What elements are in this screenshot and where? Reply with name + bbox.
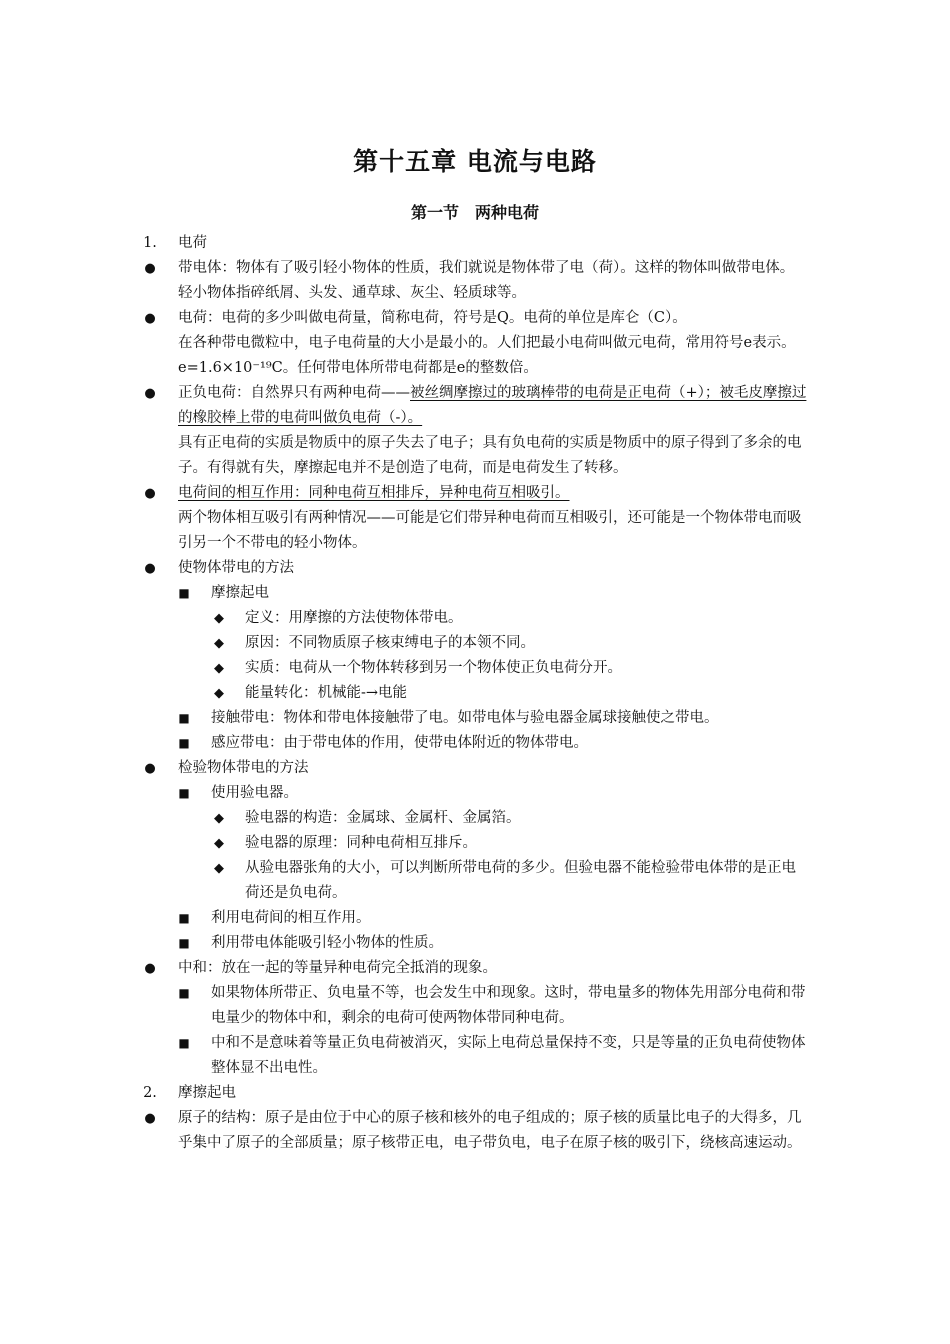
item-text: 在各种带电微粒中，电子电荷量的大小是最小的。人们把最小电荷叫做元电荷，常用符号e表示。e=1.6×10⁻¹⁹C。任何带电体所带电荷都是e的整数倍。 xyxy=(178,335,796,376)
item-text-plain: 正负电荷：自然界只有两种电荷—— xyxy=(178,385,410,401)
bullet-item xyxy=(0,756,950,781)
item-text: 摩擦起电 xyxy=(211,585,269,601)
bullet-icon: ● xyxy=(144,561,156,576)
number-marker: 1. xyxy=(143,235,157,251)
bullet-item xyxy=(0,381,950,431)
square-item xyxy=(0,906,950,931)
item-text: 利用带电体能吸引轻小物体的性质。 xyxy=(211,935,443,951)
diamond-item xyxy=(0,681,950,706)
item-text: 从验电器张角的大小，可以判断所带电荷的多少。但验电器不能检验带电体带的是正电荷还是负电荷。 xyxy=(245,860,796,901)
diamond-bullet-icon: ◆ xyxy=(214,836,224,851)
paragraph xyxy=(0,431,950,481)
square-item xyxy=(0,781,950,806)
section-title: 第一节 两种电荷 xyxy=(410,203,539,222)
item-text: 能量转化：机械能-→电能 xyxy=(245,685,408,701)
diamond-item xyxy=(0,606,950,631)
heading-item xyxy=(0,1081,950,1106)
square-bullet-icon: ■ xyxy=(178,586,190,600)
bullet-item xyxy=(0,481,950,506)
diamond-item xyxy=(0,631,950,656)
item-text: 感应带电：由于带电体的作用，使带电体附近的物体带电。 xyxy=(211,735,588,751)
diamond-item xyxy=(0,656,950,681)
bullet-item xyxy=(0,1106,950,1156)
diamond-bullet-icon: ◆ xyxy=(214,861,224,876)
item-text: 验电器的原理：同种电荷相互排斥。 xyxy=(245,835,477,851)
bullet-icon: ● xyxy=(144,261,156,276)
item-text-underlined: 电荷间的相互作用：同种电荷互相排斥，异种电荷互相吸引。 xyxy=(178,485,570,501)
bullet-icon: ● xyxy=(144,311,156,326)
item-text: 摩擦起电 xyxy=(178,1085,236,1101)
item-text-underlined: 被丝绸摩擦过的玻璃棒带的电荷是正电荷（+）；被毛皮摩擦过的橡胶棒上带的电荷叫做负电荷（-）。 xyxy=(178,385,807,426)
paragraph xyxy=(0,281,950,306)
square-bullet-icon: ■ xyxy=(178,936,190,950)
item-text: 电荷 xyxy=(178,235,207,251)
item-text xyxy=(178,481,810,506)
square-bullet-icon: ■ xyxy=(178,786,190,800)
heading-item xyxy=(0,231,950,256)
square-bullet-icon: ■ xyxy=(178,1036,190,1050)
square-item xyxy=(0,931,950,956)
item-text: 中和：放在一起的等量异种电荷完全抵消的现象。 xyxy=(178,960,497,976)
item-text: 电荷：电荷的多少叫做电荷量，简称电荷，符号是Q。电荷的单位是库仑（C）。 xyxy=(178,310,687,326)
diamond-bullet-icon: ◆ xyxy=(214,611,224,626)
bullet-icon: ● xyxy=(144,961,156,976)
paragraph xyxy=(0,331,950,381)
square-bullet-icon: ■ xyxy=(178,736,190,750)
notes-content xyxy=(0,231,950,1156)
diamond-bullet-icon: ◆ xyxy=(214,686,224,701)
number-marker: 2. xyxy=(143,1085,157,1101)
item-text: 使物体带电的方法 xyxy=(178,560,294,576)
item-text: 两个物体相互吸引有两种情况——可能是它们带异种电荷而互相吸引，还可能是一个物体带电而吸引另一个不带电的轻小物体。 xyxy=(178,510,802,551)
item-text: 轻小物体指碎纸屑、头发、通草球、灰尘、轻质球等。 xyxy=(178,285,526,301)
bullet-item xyxy=(0,306,950,331)
item-text: 具有正电荷的实质是物质中的原子失去了电子；具有负电荷的实质是物质中的原子得到了多余的电子。有得就有失，摩擦起电并不是创造了电荷，而是电荷发生了转移。 xyxy=(178,435,802,476)
item-text: 利用电荷间的相互作用。 xyxy=(211,910,371,926)
item-text: 使用验电器。 xyxy=(211,785,298,801)
item-text: 接触带电：物体和带电体接触带了电。如带电体与验电器金属球接触使之带电。 xyxy=(211,710,719,726)
item-text: 验电器的构造：金属球、金属杆、金属箔。 xyxy=(245,810,521,826)
item-text: 带电体：物体有了吸引轻小物体的性质，我们就说是物体带了电（荷）。这样的物体叫做带电体。 xyxy=(178,260,795,276)
item-text: 中和不是意味着等量正负电荷被消灭，实际上电荷总量保持不变，只是等量的正负电荷使物体整体显不出电性。 xyxy=(211,1035,806,1076)
square-bullet-icon: ■ xyxy=(178,986,190,1000)
chapter-title: 第十五章 电流与电路 xyxy=(353,147,597,176)
bullet-icon: ● xyxy=(144,761,156,776)
bullet-item xyxy=(0,956,950,981)
item-text: 检验物体带电的方法 xyxy=(178,760,309,776)
diamond-item xyxy=(0,806,950,831)
bullet-icon: ● xyxy=(144,386,156,401)
diamond-bullet-icon: ◆ xyxy=(214,811,224,826)
item-text: 如果物体所带正、负电量不等，也会发生中和现象。这时，带电量多的物体先用部分电荷和带电量少的物体中和，剩余的电荷可使两物体带同种电荷。 xyxy=(211,985,806,1026)
item-text: 实质：电荷从一个物体转移到另一个物体使正负电荷分开。 xyxy=(245,660,622,676)
bullet-icon: ● xyxy=(144,1111,156,1126)
item-text xyxy=(178,381,810,431)
diamond-bullet-icon: ◆ xyxy=(214,661,224,676)
square-bullet-icon: ■ xyxy=(178,911,190,925)
item-text: 定义：用摩擦的方法使物体带电。 xyxy=(245,610,463,626)
bullet-item xyxy=(0,556,950,581)
bullet-icon: ● xyxy=(144,486,156,501)
square-bullet-icon: ■ xyxy=(178,711,190,725)
diamond-item xyxy=(0,856,950,906)
item-text: 原子的结构：原子是由位于中心的原子核和核外的电子组成的；原子核的质量比电子的大得多，几乎集中了原子的全部质量；原子核带正电，电子带负电，电子在原子核的吸引下，绕核高速运动。 xyxy=(178,1110,802,1151)
square-item xyxy=(0,731,950,756)
item-text: 原因：不同物质原子核束缚电子的本领不同。 xyxy=(245,635,535,651)
diamond-bullet-icon: ◆ xyxy=(214,636,224,651)
diamond-item xyxy=(0,831,950,856)
square-item xyxy=(0,706,950,731)
square-item xyxy=(0,981,950,1031)
bullet-item xyxy=(0,256,950,281)
square-item xyxy=(0,581,950,606)
paragraph xyxy=(0,506,950,556)
square-item xyxy=(0,1031,950,1081)
